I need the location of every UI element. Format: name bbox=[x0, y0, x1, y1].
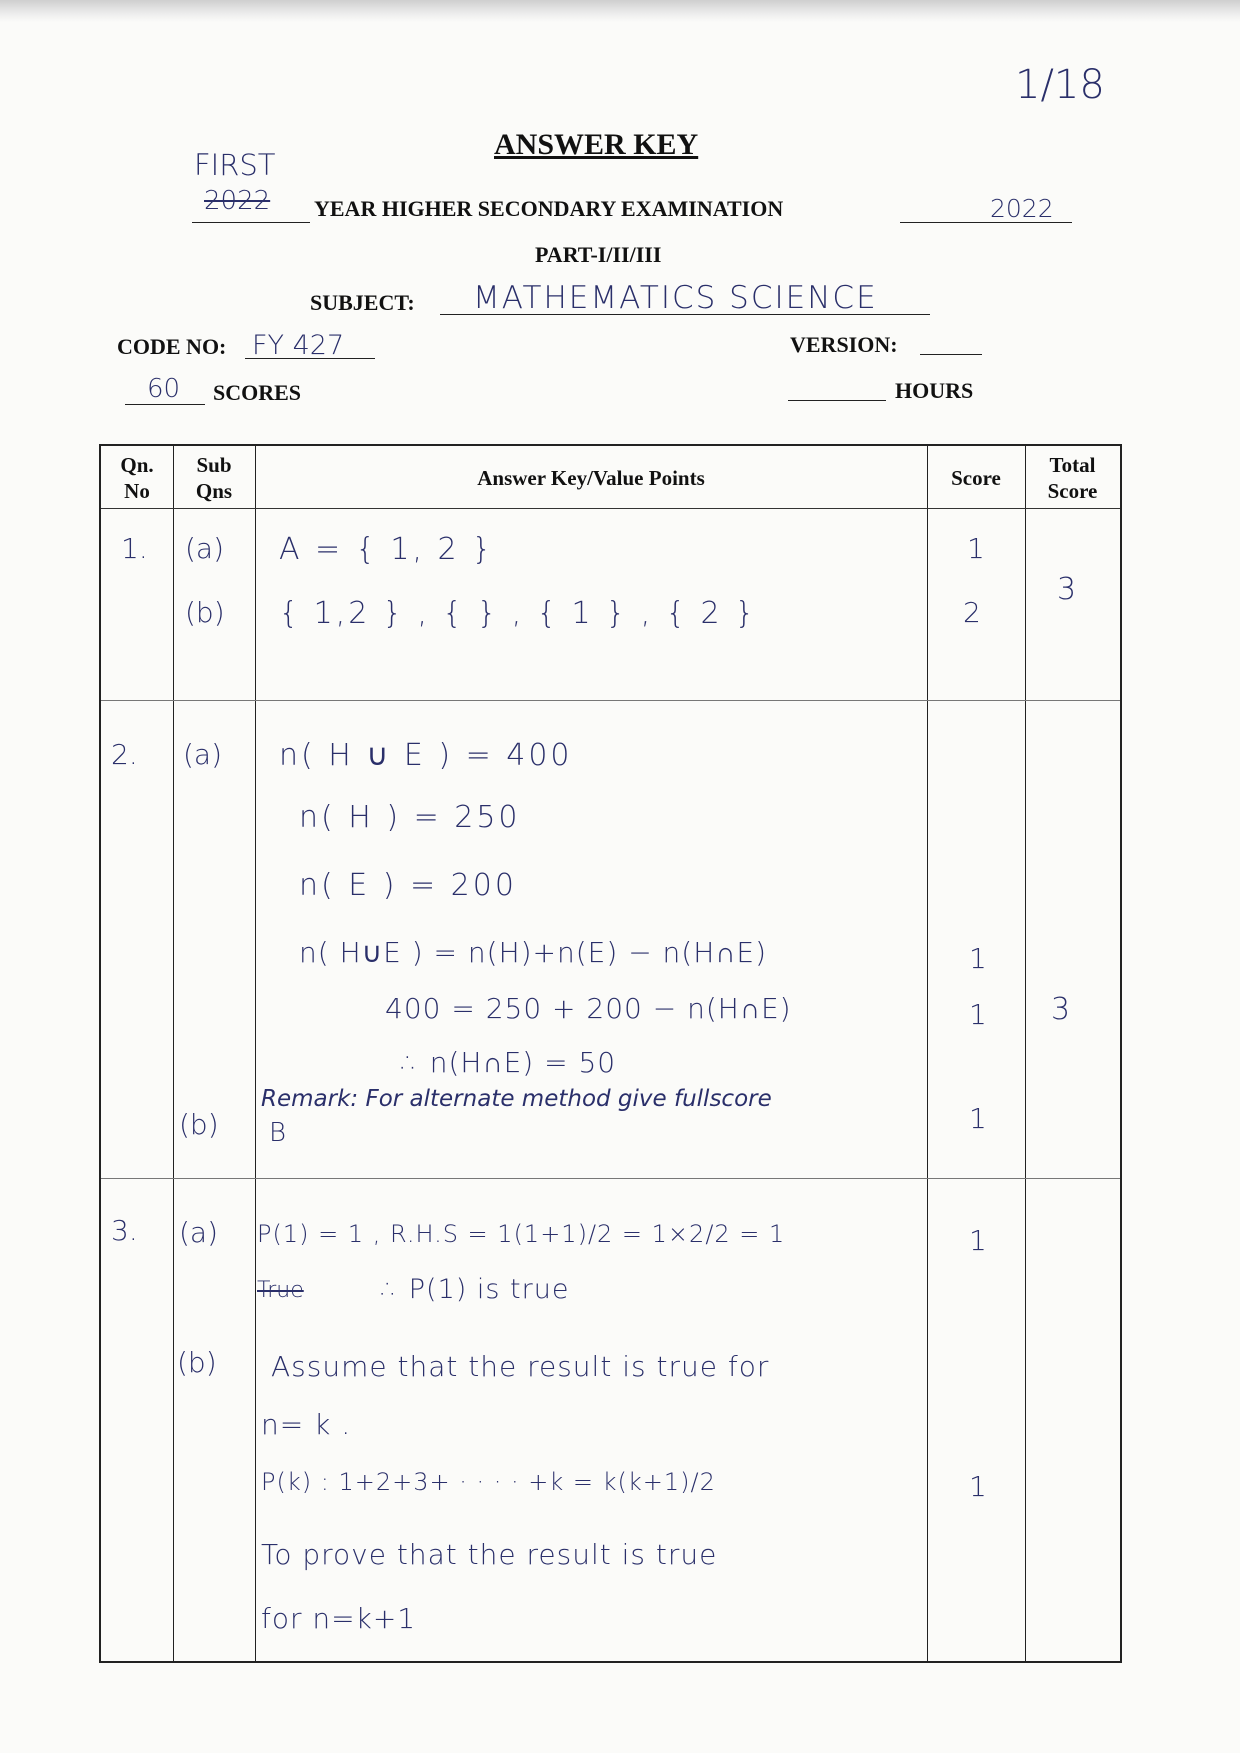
col-divider-score bbox=[1025, 446, 1026, 1661]
header-qn-no: Qn. No bbox=[120, 453, 154, 503]
q2-score: 1 bbox=[969, 998, 987, 1031]
row-divider-q1 bbox=[101, 700, 1120, 701]
exam-year: 2022 bbox=[990, 194, 1054, 223]
q2-score: 1 bbox=[969, 1102, 987, 1135]
q2-b-label: (b) bbox=[179, 1108, 219, 1141]
q1-total: 3 bbox=[1057, 572, 1077, 607]
q3-a-line2: ∴ P(1) is true bbox=[381, 1274, 570, 1305]
q3-a-line1: P(1) = 1 , R.H.S = 1(1+1)/2 = 1×2/2 = 1 bbox=[257, 1220, 786, 1248]
code-value: FY 427 bbox=[252, 330, 345, 361]
q3-b-line1: Assume that the result is true for bbox=[271, 1350, 770, 1383]
q3-a-label: (a) bbox=[179, 1216, 219, 1249]
q2-line: 400 = 250 + 200 − n(H∩E) bbox=[385, 992, 792, 1025]
year-underline bbox=[192, 222, 310, 223]
scores-underline bbox=[125, 404, 205, 405]
q3-a-line2-struck: True bbox=[257, 1278, 304, 1303]
q3-a-score: 1 bbox=[969, 1224, 987, 1257]
q2-remark: Remark: For alternate method give fullscore bbox=[261, 1086, 772, 1112]
code-label: CODE NO: bbox=[117, 334, 227, 359]
col-divider-qn bbox=[173, 446, 174, 1661]
page-number: 1/18 bbox=[1015, 62, 1105, 108]
q2-total: 3 bbox=[1051, 992, 1071, 1027]
q2-line: n( H∪E ) = n(H)+n(E) − n(H∩E) bbox=[299, 936, 768, 969]
header-answer: Answer Key/Value Points bbox=[477, 466, 705, 490]
version-underline bbox=[920, 354, 982, 355]
q1-a-answer: A = { 1, 2 } bbox=[279, 532, 495, 567]
q3-b-label: (b) bbox=[177, 1346, 217, 1379]
hours-label: HOURS bbox=[895, 378, 974, 403]
page-title: ANSWER KEY bbox=[494, 128, 699, 161]
q1-a-score: 1 bbox=[967, 532, 985, 565]
scan-edge bbox=[0, 0, 1240, 22]
col-divider-sub bbox=[255, 446, 256, 1661]
scores-label: SCORES bbox=[213, 380, 302, 405]
answer-table bbox=[99, 444, 1122, 1663]
version-label: VERSION: bbox=[790, 332, 898, 357]
scores-value: 60 bbox=[147, 374, 181, 404]
subject-label: SUBJECT: bbox=[310, 290, 415, 315]
exam-line: YEAR HIGHER SECONDARY EXAMINATION bbox=[314, 196, 784, 221]
q2-a-label: (a) bbox=[183, 738, 223, 771]
header-score: Score bbox=[951, 466, 1001, 490]
col-divider-answer bbox=[927, 446, 928, 1661]
q3-b-score: 1 bbox=[969, 1470, 987, 1503]
row-divider-q2 bbox=[101, 1178, 1120, 1179]
header-total-score: Total Score bbox=[1047, 453, 1098, 503]
q3-b-line5: for n=k+1 bbox=[261, 1602, 417, 1635]
q2-line: n( H ) = 250 bbox=[299, 800, 521, 835]
subject-value: MATHEMATICS SCIENCE bbox=[473, 280, 878, 316]
q1-b-label: (b) bbox=[185, 596, 225, 629]
q3-b-line2: n= k . bbox=[261, 1408, 352, 1441]
year-struck: 2022 bbox=[204, 186, 271, 216]
q2-line: ∴ n(H∩E) = 50 bbox=[401, 1046, 617, 1079]
q2-number: 2. bbox=[111, 738, 138, 771]
hours-underline bbox=[788, 400, 886, 401]
q2-line: n( H ∪ E ) = 400 bbox=[279, 738, 573, 773]
q2-score: 1 bbox=[969, 942, 987, 975]
q1-b-score: 2 bbox=[963, 596, 981, 629]
year-handwritten: FIRST bbox=[194, 148, 276, 182]
header-row-divider bbox=[101, 508, 1120, 509]
q1-b-answer: { 1,2 } , { } , { 1 } , { 2 } bbox=[279, 596, 758, 631]
q3-b-line4: To prove that the result is true bbox=[261, 1538, 718, 1571]
part-label: PART-I/II/III bbox=[535, 242, 662, 267]
q2-line: n( E ) = 200 bbox=[299, 868, 517, 903]
q3-b-line3: P(k) : 1+2+3+ · · · · +k = k(k+1)/2 bbox=[261, 1468, 716, 1496]
q1-number: 1. bbox=[121, 532, 148, 565]
q3-number: 3. bbox=[111, 1214, 138, 1247]
header-sub-qns: Sub Qns bbox=[195, 453, 233, 503]
q2-b-answer: B bbox=[269, 1118, 287, 1148]
q1-a-label: (a) bbox=[185, 532, 225, 565]
